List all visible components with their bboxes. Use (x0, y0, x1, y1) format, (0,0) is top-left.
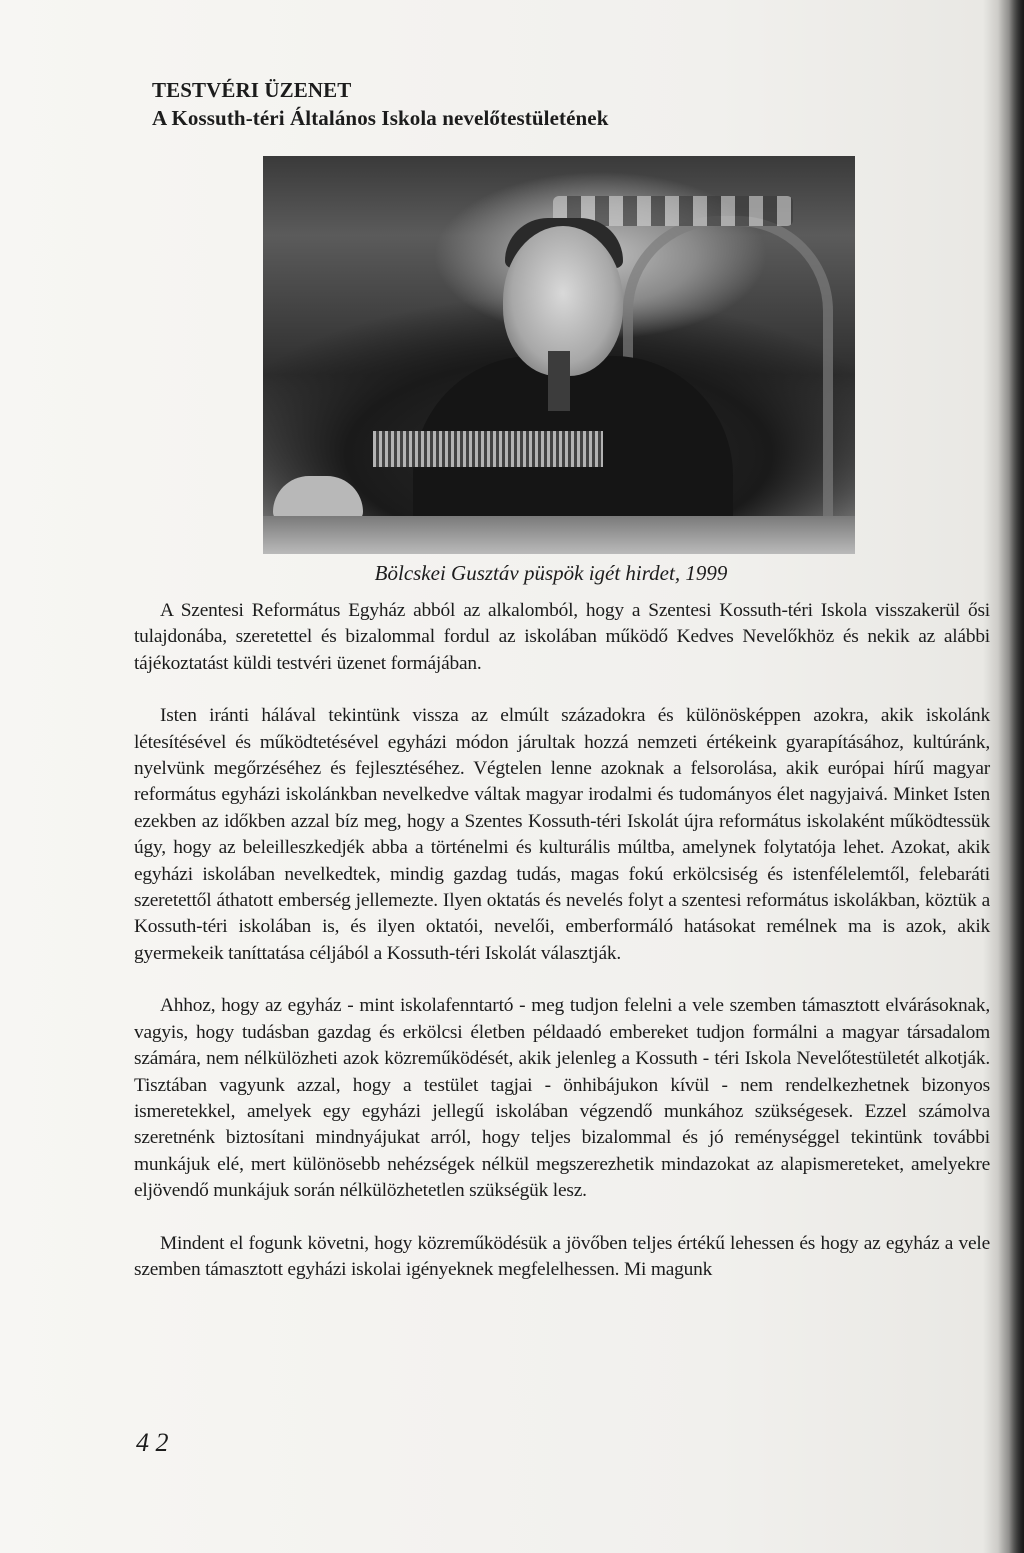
bishop-preaching-photo (263, 156, 855, 554)
paragraph-commitment: Mindent el fogunk követni, hogy közreműködésük a jövőben teljes értékű lehessen és hogy az egyház a vele szemben támasztott egyházi iskolai igényeknek megfelelhessen. Mi magunk (134, 1232, 990, 1280)
pulpit-fringe-cloth (373, 431, 603, 467)
photo-caption: Bölcskei Gusztáv püspök igét hirdet, 1999 (374, 561, 728, 585)
tie (548, 351, 570, 411)
page-edge-shadow (998, 0, 1024, 1553)
paragraph-history: Isten iránti hálával tekintünk vissza az elmúlt századokra és különösképpen azokra, akik iskolánk létesítésével és működtetésével egyházi módon járultak hozzá nemzeti értékeink gyarapításához, kultúránk, nyelvünk megőrzéséhez és fejlesztéséhez. Végtelen lenne azoknak a felsorolása, akik európai hírű magyar református egyházi iskolánkban nevelkedve váltak magyar irodalmi és tudományos élet nagyjaivá. Minket Isten ezekben az időkben azzal bíz meg, hogy a Szentes Kossuth-téri Iskolát újra református iskolaként működtessük úgy, hogy az beleilleszkedjék abba a történelmi és kulturális múltba, amelynek folytatója lehet. Azokat, akik egyházi iskolában nevelkedtek, mindig gazdag tudás, magas fokú erkölcsiség és istenfélelemtől, felebaráti szeretettől áthatott emberség jellemezte. Ilyen oktatás és nevelés folyt a szentesi református iskolákban, köztük a Kossuth-téri iskolában is, és ilyen oktatói, nevelői, emberformáló hatásokat remélnek ma is azok, akik gyermekeik taníttatása céljából a Kossuth-téri Iskolát választják. (134, 705, 990, 964)
paragraph-staff: Ahhoz, hogy az egyház - mint iskolafenntartó - meg tudjon felelni a vele szemben támasztott elvárásoknak, vagyis, hogy tudásban gazdag és erkölcsi életben példaadó embereket tudjon formálni a magyar társadalom számára, nem nélkülözheti azok közreműködését, akik jelenleg a Kossuth - téri Iskola Nevelőtestületét alkotják. Tisztában vagyunk azzal, hogy a testület tagjai - önhibájukon kívül - nem rendelkezhetnek bizonyos ismeretekkel, amelyek egy egyházi jellegű iskolában végzendő munkához szükségesek. Ezzel számolva szeretnénk biztosítani mindnyájukat arról, hogy teljes bizalommal és jó reménységgel tekintünk további munkájuk elé, mert különösebb nehézségek nélkül megszerezhetik mindazokat az alapismereteket, amelyekre eljövendő munkájuk során nélkülözhetetlen szükségük lesz. (134, 995, 990, 1202)
article-header (152, 76, 852, 132)
page-number: 4 2 (136, 1428, 169, 1457)
article-body (134, 598, 990, 1309)
article-subtitle: A Kossuth-téri Általános Iskola nevelőtestületének (152, 106, 609, 130)
pulpit-edge (263, 516, 855, 554)
paragraph-intro: A Szentesi Református Egyház abból az alkalomból, hogy a Szentesi Kossuth-téri Iskola visszakerül ősi tulajdonába, szeretettel és bizalommal fordul az iskolában működő Kedves Nevelőkhöz és nekik az alábbi tájékoztatást küldi testvéri üzenet formájában. (134, 600, 990, 674)
preacher-hand (273, 476, 363, 521)
photo-caption-block (0, 560, 1024, 586)
article-title: TESTVÉRI ÜZENET (152, 78, 352, 102)
